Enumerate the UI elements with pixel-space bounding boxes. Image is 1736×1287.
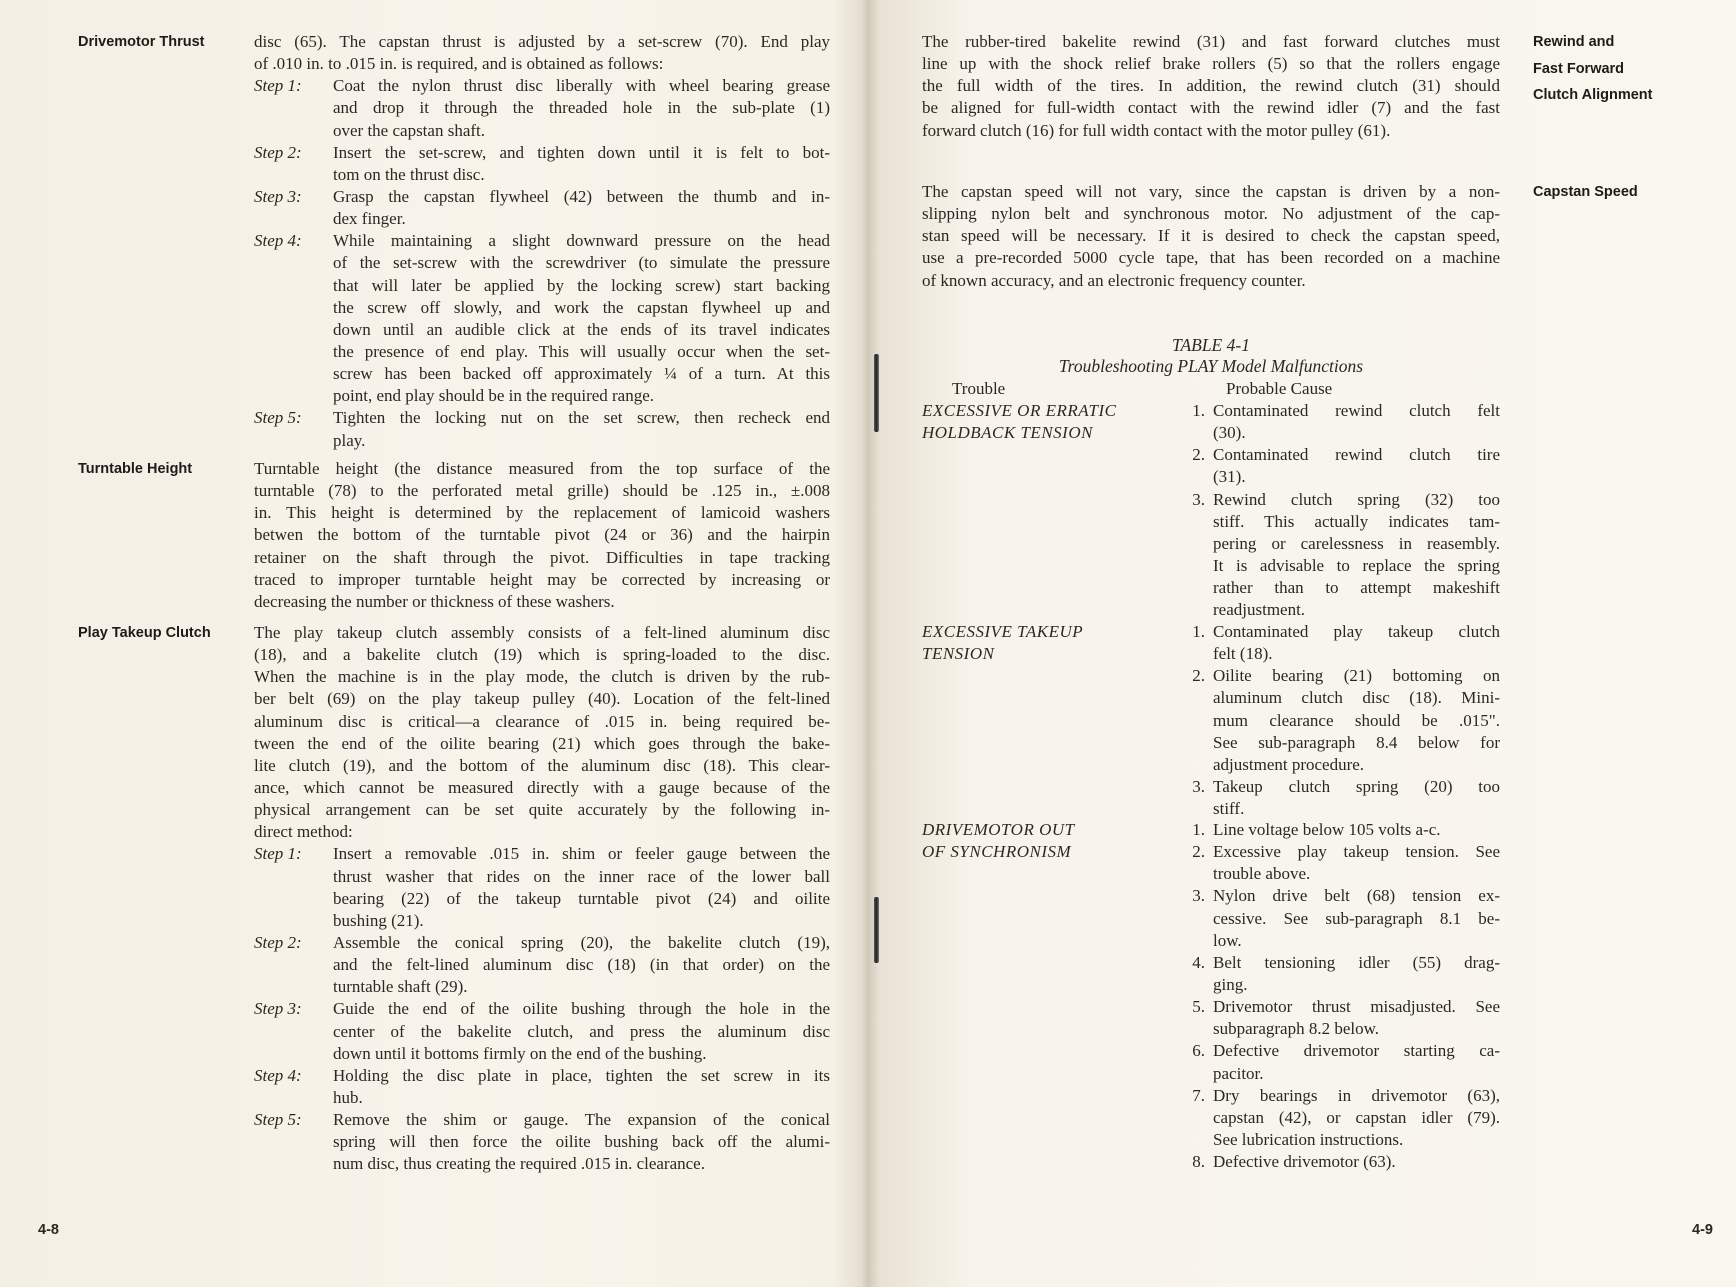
cause-number: 8. — [1192, 1152, 1205, 1172]
text-line: subparagraph 8.2 below. — [1213, 1019, 1380, 1039]
text-line: down until it bottoms firmly on the end of the bushing. — [333, 1043, 707, 1063]
cause-number: 5. — [1192, 997, 1205, 1017]
section-play-takeup-clutch — [78, 622, 830, 1176]
text-line: be aligned for full-width contact with the rewind idler (7) and the fast — [922, 98, 1500, 118]
text-line: Belt tensioning idler (55) drag- — [1213, 952, 1500, 972]
step-item — [254, 998, 830, 1064]
cause-number: 3. — [1192, 776, 1205, 796]
step-item — [254, 843, 830, 932]
section-capstan-speed — [922, 181, 1638, 292]
section-turntable-height — [78, 458, 830, 613]
text-line: direct method: — [254, 822, 353, 842]
cause-item — [1192, 400, 1500, 444]
text-line: Contaminated rewind clutch tire — [1213, 445, 1500, 465]
cause-item — [1192, 1151, 1500, 1173]
cause-item — [1192, 841, 1500, 885]
text-line: that will later be applied by the locking screw) start backing — [333, 275, 830, 295]
text-line: mum clearance should be .015". — [1213, 710, 1500, 730]
cause-number: 7. — [1192, 1085, 1205, 1105]
text-line: Insert a removable .015 in. shim or feeler gauge between the — [333, 844, 830, 864]
cause-item — [1192, 489, 1500, 622]
step-label: Step 2: — [254, 932, 302, 952]
text-line: slipping nylon belt and synchronous motor. No adjustment of the cap- — [922, 204, 1500, 224]
text-line: The rubber-tired bakelite rewind (31) and fast forward clutches must — [922, 32, 1500, 51]
text-line: retainer on the shaft through the pivot. Difficulties in tape tracking — [254, 547, 830, 567]
text-line: spring will then force the oilite bushing back off the alumi- — [333, 1132, 830, 1152]
page-number: 4-9 — [1692, 1222, 1713, 1238]
text-line: of known accuracy, and an electronic frequency counter. — [922, 270, 1306, 290]
cause-number: 1. — [1192, 622, 1205, 641]
text-line: Excessive play takeup tension. See — [1213, 842, 1500, 862]
text-line: Nylon drive belt (68) tension ex- — [1213, 886, 1500, 906]
text-line: Contaminated play takeup clutch — [1213, 622, 1500, 641]
cause-item — [1192, 444, 1500, 488]
text-line: physical arrangement can be set quite accurately by the following in- — [254, 800, 830, 820]
trouble-line: HOLDBACK TENSION — [922, 423, 1093, 443]
trouble-description — [922, 621, 1083, 665]
text-line: adjustment procedure. — [1213, 754, 1365, 774]
text-line: lite clutch (19), and the bottom of the aluminum disc (18). This clear- — [254, 755, 830, 775]
trouble-line: OF SYNCHRONISM — [922, 842, 1072, 862]
step-item — [254, 1109, 830, 1175]
text-line: and drop it through the threaded hole in the sub-plate (1) — [333, 98, 830, 118]
cause-item — [1192, 1085, 1500, 1151]
step-item — [254, 142, 830, 186]
text-line: pacitor. — [1213, 1063, 1264, 1083]
text-line: stiff. This actually indicates tam- — [1213, 511, 1500, 531]
table-subtitle: Troubleshooting PLAY Model Malfunctions — [1058, 356, 1364, 376]
text-line: The capstan speed will not vary, since the capstan is driven by a non- — [922, 182, 1500, 201]
text-line: Dry bearings in drivemotor (63), — [1213, 1085, 1500, 1105]
text-line: traced to improper turntable height may be corrected by increasing or — [254, 569, 830, 589]
side-heading — [1533, 31, 1652, 111]
text-line: Takeup clutch spring (20) too — [1213, 776, 1500, 796]
step-label: Step 3: — [254, 999, 302, 1019]
text-line: thrust washer that rides on the inner race of the lower ball — [333, 866, 830, 886]
text-line: trouble above. — [1213, 864, 1311, 884]
text-line: pering or carelessness in reasembly. — [1213, 533, 1500, 553]
text-line: of .010 in. to .015 in. is required, and is obtained as follows: — [254, 54, 664, 74]
text-line: While maintaining a slight downward pressure on the head — [333, 231, 830, 251]
text-line: Drivemotor thrust misadjusted. See — [1213, 997, 1500, 1017]
step-label: Step 4: — [254, 231, 302, 251]
text-line: Tighten the locking nut on the set screw, then recheck end — [333, 408, 830, 428]
step-label: Step 5: — [254, 408, 302, 428]
step-label: Step 3: — [254, 186, 302, 206]
page-number: 4-8 — [38, 1222, 59, 1238]
text-line: hub. — [333, 1087, 363, 1107]
table-title: TABLE 4-1 — [1172, 335, 1250, 355]
text-line: Insert the set-screw, and tighten down until it is felt to bot- — [333, 142, 830, 162]
text-line: ance, which cannot be measured directly with a gauge because of the — [254, 777, 830, 797]
text-line: betwen the bottom of the turntable pivot (24 or 36) and the hairpin — [254, 525, 830, 545]
text-line: Remove the shim or gauge. The expansion of the conical — [333, 1110, 830, 1130]
text-line: tom on the thrust disc. — [333, 164, 485, 184]
trouble-line: TENSION — [922, 644, 995, 664]
text-line: (18), and a bakelite clutch (19) which is spring-loaded to the disc. — [254, 645, 830, 665]
text-line: num disc, thus creating the required .015 in. clearance. — [333, 1154, 705, 1174]
text-line: low. — [1213, 930, 1242, 950]
side-heading-line: Clutch Alignment — [1533, 87, 1653, 104]
cause-item — [1192, 885, 1500, 951]
text-line: of the set-screw with the screwdriver (to simulate the pressure — [333, 253, 830, 273]
text-line: See lubrication instructions. — [1213, 1129, 1404, 1149]
step-label: Step 1: — [254, 76, 302, 96]
cause-number: 2. — [1192, 666, 1205, 686]
text-line: felt (18). — [1213, 644, 1273, 664]
text-line: play. — [333, 430, 366, 450]
probable-causes — [1192, 621, 1500, 820]
text-line: use a pre-recorded 5000 cycle tape, that has been recorded on a machine — [922, 248, 1500, 268]
text-line: (31). — [1213, 467, 1246, 487]
cause-item — [1192, 621, 1500, 665]
cause-item — [1192, 996, 1500, 1040]
text-line: capstan (42), or capstan idler (79). — [1213, 1107, 1500, 1127]
step-item — [254, 932, 830, 998]
cause-number: 2. — [1192, 445, 1205, 465]
text-line: Guide the end of the oilite bushing through the hole in the — [333, 999, 830, 1019]
trouble-line: EXCESSIVE OR ERRATIC — [922, 401, 1117, 420]
text-line: readjustment. — [1213, 600, 1306, 620]
text-line: stiff. — [1213, 799, 1245, 819]
side-heading-line: Play Takeup Clutch — [78, 625, 211, 641]
text-line: Oilite bearing (21) bottoming on — [1213, 666, 1500, 686]
text-line: dex finger. — [333, 209, 406, 229]
step-item — [254, 230, 830, 407]
cause-item — [1192, 819, 1500, 841]
step-item — [254, 186, 830, 230]
trouble-description — [922, 819, 1075, 863]
text-line: the screw off slowly, and work the capstan flywheel up and — [333, 297, 830, 317]
text-line: aluminum disc is critical—a clearance of .015 in. being required be- — [254, 711, 830, 731]
binding-mark — [874, 897, 879, 963]
side-heading — [1533, 181, 1638, 208]
probable-causes — [1192, 819, 1500, 1173]
text-line: Grasp the capstan flywheel (42) between the thumb and in- — [333, 186, 830, 206]
cause-item — [1192, 952, 1500, 996]
section-clutch-alignment — [922, 31, 1653, 142]
text-line: See sub-paragraph 8.4 below for — [1213, 732, 1500, 752]
trouble-line: EXCESSIVE TAKEUP — [922, 622, 1084, 641]
side-heading — [78, 458, 192, 485]
cause-item — [1192, 665, 1500, 776]
step-item — [254, 407, 830, 451]
step-label: Step 4: — [254, 1065, 302, 1085]
text-line: turntable shaft (29). — [333, 977, 468, 997]
text-line: tween the end of the oilite bearing (21) which goes through the bake- — [254, 733, 830, 753]
text-line: stan speed will be necessary. If it is desired to check the capstan speed, — [922, 226, 1500, 246]
text-line: cessive. See sub-paragraph 8.1 be- — [1213, 908, 1500, 928]
side-heading-line: Capstan Speed — [1533, 184, 1638, 200]
text-line: ber belt (69) on the play takeup pulley (40). Location of the felt-lined — [254, 689, 830, 709]
text-line: down until an audible click at the ends of its travel indicates — [333, 319, 830, 339]
text-line: Defective drivemotor starting ca- — [1213, 1041, 1500, 1061]
text-line: forward clutch (16) for full width contact with the motor pulley (61). — [922, 120, 1391, 140]
step-item — [254, 1065, 830, 1109]
text-line: aluminum clutch disc (18). Mini- — [1213, 688, 1500, 708]
binding-mark — [874, 354, 879, 432]
text-line: Coat the nylon thrust disc liberally with wheel bearing grease — [333, 76, 830, 96]
side-heading — [78, 31, 205, 58]
text-line: Defective drivemotor (63). — [1213, 1152, 1396, 1172]
text-line: Rewind clutch spring (32) too — [1213, 489, 1500, 509]
trouble-description — [922, 400, 1116, 444]
cause-number: 1. — [1192, 401, 1205, 420]
text-line: bearing (22) of the takeup turntable pivot (24) and oilite — [333, 888, 830, 908]
text-line: Turntable height (the distance measured from the top surface of the — [254, 459, 830, 478]
side-heading-line: Fast Forward — [1533, 60, 1625, 77]
cause-number: 2. — [1192, 842, 1205, 862]
text-line: the full width of the tires. In addition, the rewind clutch (31) should — [922, 76, 1500, 96]
side-heading-line: Turntable Height — [78, 461, 193, 477]
cause-number: 4. — [1192, 952, 1205, 972]
text-line: screw has been backed off approximately ¼ of a turn. At this — [333, 364, 830, 384]
step-label: Step 5: — [254, 1110, 302, 1130]
section-drivemotor-thrust — [78, 31, 830, 452]
text-line: turntable (78) to the perforated metal grille) should be .125 in., ±.008 — [254, 481, 830, 501]
text-line: line up with the shock relief brake rollers (5) so that the rollers engage — [922, 54, 1500, 74]
side-heading-line: Drivemotor Thrust — [78, 34, 205, 50]
trouble-line: DRIVEMOTOR OUT — [922, 820, 1075, 839]
cause-number: 6. — [1192, 1041, 1205, 1061]
text-line: The play takeup clutch assembly consists of a felt-lined aluminum disc — [254, 623, 830, 642]
cause-item — [1192, 776, 1500, 820]
cause-number: 3. — [1192, 489, 1205, 509]
text-line: Line voltage below 105 volts a-c. — [1213, 820, 1441, 839]
text-line: Holding the disc plate in place, tighten the set screw in its — [333, 1065, 830, 1085]
column-header-trouble: Trouble — [952, 379, 1006, 398]
text-line: Contaminated rewind clutch felt — [1213, 401, 1500, 420]
step-item — [254, 75, 830, 141]
text-line: When the machine is in the play mode, the clutch is driven by the rub- — [254, 667, 830, 687]
text-line: disc (65). The capstan thrust is adjusted by a set-screw (70). End play — [254, 32, 830, 51]
text-line: center of the bakelite clutch, and press the aluminum disc — [333, 1021, 830, 1041]
side-heading-line: Rewind and — [1533, 34, 1615, 50]
text-line: in. This height is determined by the replacement of lamicoid washers — [254, 503, 830, 523]
text-line: Assemble the conical spring (20), the bakelite clutch (19), — [333, 932, 830, 952]
text-line: and the felt-lined aluminum disc (18) (in that order) on the — [333, 955, 830, 975]
text-line: point, end play should be in the required range. — [333, 386, 655, 406]
cause-number: 3. — [1192, 886, 1205, 906]
text-line: It is advisable to replace the spring — [1213, 555, 1500, 575]
text-line: ging. — [1213, 974, 1248, 994]
probable-causes — [1192, 400, 1500, 621]
step-label: Step 2: — [254, 142, 302, 162]
text-line: rather than to attempt makeshift — [1213, 578, 1500, 598]
text-line: the presence of end play. This will usually occur when the set- — [333, 341, 830, 361]
text-line: bushing (21). — [333, 910, 424, 930]
text-line: over the capstan shaft. — [333, 120, 485, 140]
cause-item — [1192, 1040, 1500, 1084]
column-header-probable-cause: Probable Cause — [1226, 379, 1333, 398]
text-line: (30). — [1213, 423, 1246, 443]
cause-number: 1. — [1192, 820, 1205, 839]
step-label: Step 1: — [254, 844, 302, 864]
side-heading — [78, 622, 211, 649]
text-line: decreasing the number or thickness of these washers. — [254, 591, 615, 611]
